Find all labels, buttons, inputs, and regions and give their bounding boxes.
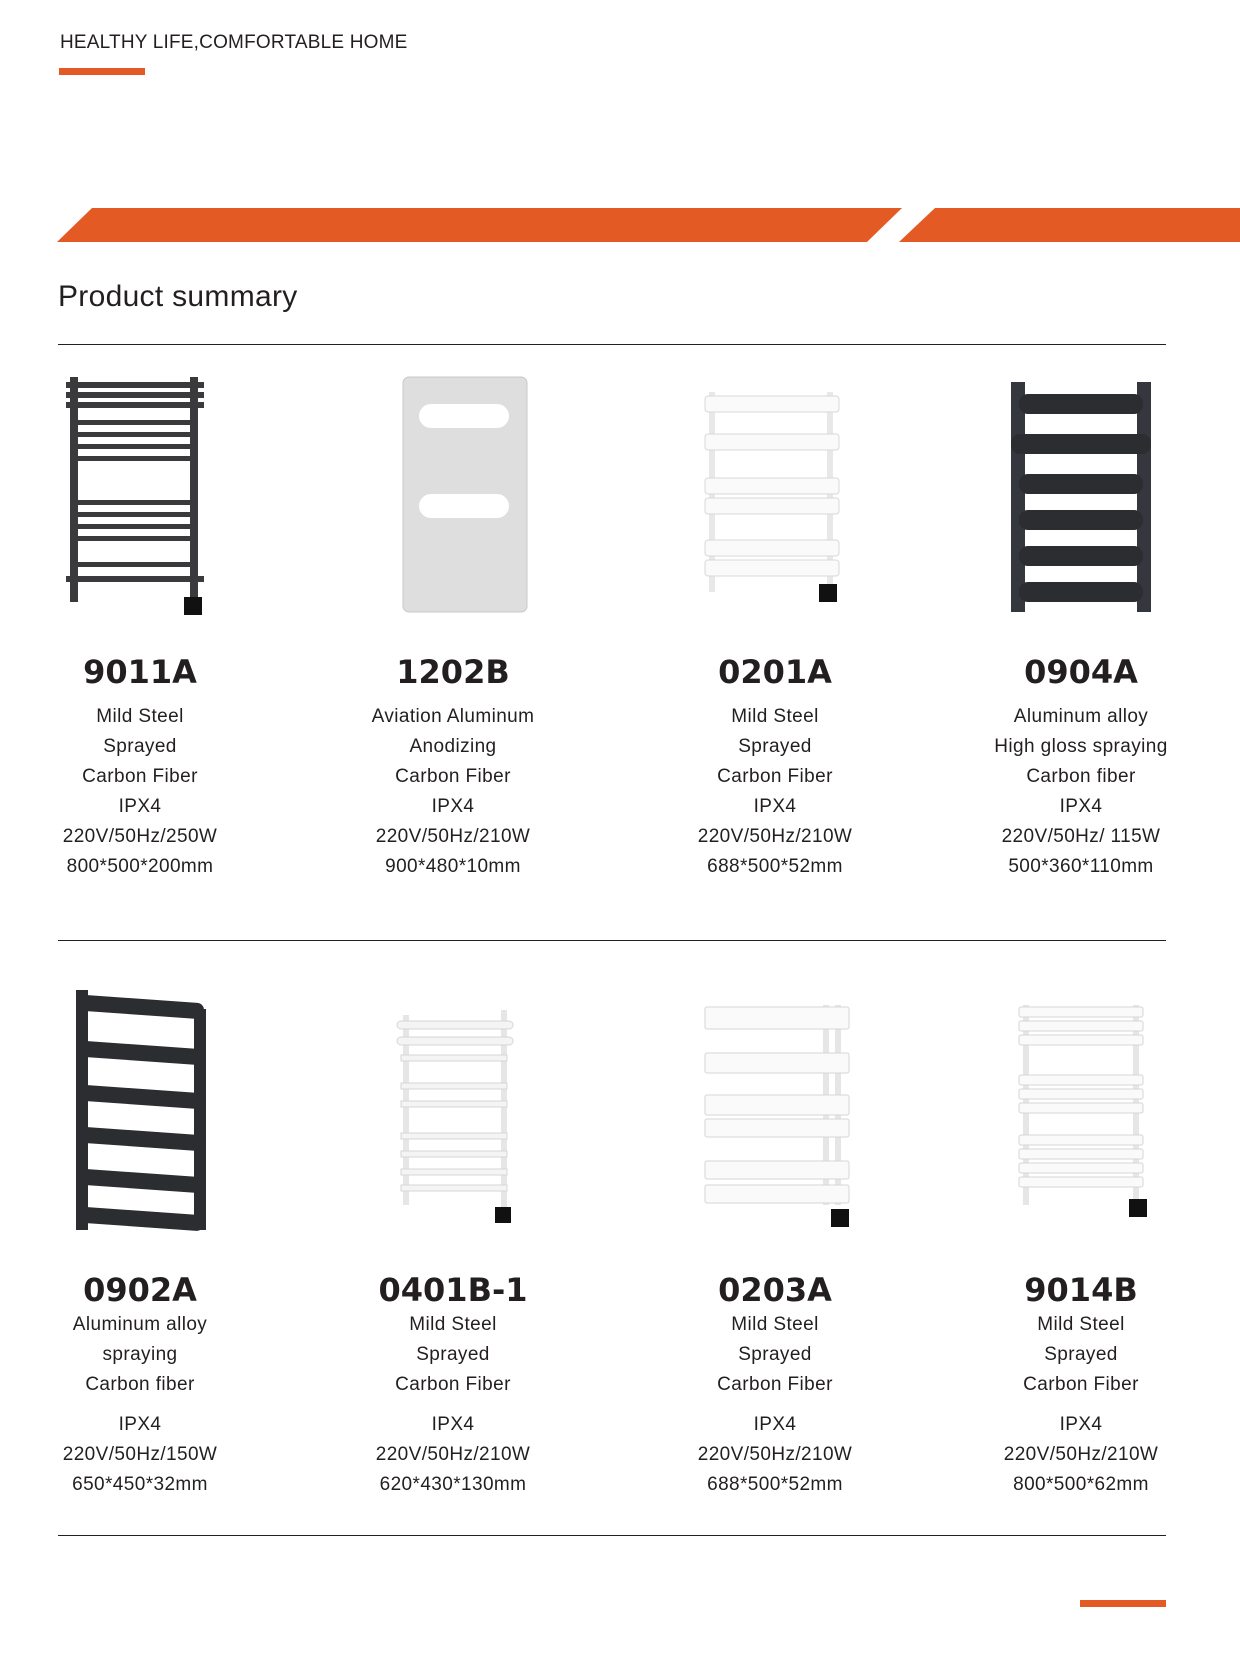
footer-accent-bar xyxy=(1080,1600,1166,1607)
product-code: 9014B xyxy=(1024,1271,1138,1309)
product-finish: Sprayed xyxy=(103,736,177,757)
product-heating: Carbon Fiber xyxy=(717,766,833,787)
product-finish: Anodizing xyxy=(409,736,497,757)
product-code: 0904A xyxy=(1024,653,1138,691)
product-card xyxy=(941,985,1221,1235)
product-size: 688*500*52mm xyxy=(707,1474,843,1495)
product-power: 220V/50Hz/250W xyxy=(62,826,218,847)
towel-rail-9014b-image xyxy=(1001,985,1161,1235)
divider-bottom xyxy=(58,1535,1166,1536)
divider-top xyxy=(58,344,1166,345)
product-code: 0401B-1 xyxy=(378,1271,528,1309)
product-card xyxy=(635,985,915,1235)
product-rating: IPX4 xyxy=(753,796,797,817)
product-power: 220V/50Hz/210W xyxy=(375,1444,531,1465)
product-rating: IPX4 xyxy=(118,796,162,817)
product-finish: Sprayed xyxy=(738,1344,812,1365)
product-power: 220V/50Hz/210W xyxy=(697,826,853,847)
product-heating: Carbon fiber xyxy=(1026,766,1136,787)
product-material: Mild Steel xyxy=(409,1314,497,1335)
product-material: Aviation Aluminum xyxy=(371,706,535,727)
product-power: 220V/50Hz/210W xyxy=(375,826,531,847)
header-tagline: HEALTHY LIFE,COMFORTABLE HOME xyxy=(60,32,408,53)
product-material: Mild Steel xyxy=(1037,1314,1125,1335)
product-rating: IPX4 xyxy=(431,1414,475,1435)
product-rating: IPX4 xyxy=(1059,1414,1103,1435)
product-card xyxy=(0,985,280,1235)
product-0904a-specs xyxy=(941,652,1221,882)
product-code: 9011A xyxy=(83,653,197,691)
product-9014b-specs xyxy=(941,1270,1221,1500)
towel-rail-0203a-image xyxy=(695,985,855,1235)
towel-rail-0401b-1-image xyxy=(373,985,533,1235)
product-finish: Sprayed xyxy=(416,1344,490,1365)
product-finish: Sprayed xyxy=(738,736,812,757)
product-finish: High gloss spraying xyxy=(994,736,1168,757)
product-rating: IPX4 xyxy=(118,1414,162,1435)
header-accent-bar xyxy=(59,68,145,75)
product-card xyxy=(313,372,593,622)
product-0203a-specs xyxy=(635,1270,915,1500)
product-material: Aluminum alloy xyxy=(72,1314,208,1335)
product-size: 800*500*200mm xyxy=(66,856,214,877)
towel-rail-0904a-image xyxy=(1001,372,1161,622)
product-heating: Carbon Fiber xyxy=(717,1374,833,1395)
section-title: Product summary xyxy=(58,280,298,313)
product-code: 1202B xyxy=(396,653,510,691)
product-material: Aluminum alloy xyxy=(1013,706,1149,727)
product-power: 220V/50Hz/210W xyxy=(1003,1444,1159,1465)
product-0902a-specs xyxy=(0,1270,280,1500)
product-power: 220V/50Hz/210W xyxy=(697,1444,853,1465)
towel-rail-9011a-image xyxy=(60,372,220,622)
product-heating: Carbon fiber xyxy=(85,1374,195,1395)
product-size: 620*430*130mm xyxy=(379,1474,527,1495)
product-9011a-specs xyxy=(0,652,280,882)
product-code: 0203A xyxy=(718,1271,832,1309)
product-code: 0902A xyxy=(83,1271,197,1309)
product-power: 220V/50Hz/150W xyxy=(62,1444,218,1465)
product-heating: Carbon Fiber xyxy=(1023,1374,1139,1395)
product-size: 900*480*10mm xyxy=(385,856,521,877)
towel-rail-0201a-image xyxy=(695,372,855,622)
product-code: 0201A xyxy=(718,653,832,691)
orange-banner xyxy=(0,208,1240,244)
product-power: 220V/50Hz/ 115W xyxy=(1001,826,1161,847)
product-card xyxy=(635,372,915,622)
divider-middle xyxy=(58,940,1166,941)
product-0201a-specs xyxy=(635,652,915,882)
product-card xyxy=(941,372,1221,622)
product-rating: IPX4 xyxy=(1059,796,1103,817)
product-finish: Sprayed xyxy=(1044,1344,1118,1365)
product-rating: IPX4 xyxy=(753,1414,797,1435)
product-size: 650*450*32mm xyxy=(72,1474,208,1495)
product-finish: spraying xyxy=(102,1344,178,1365)
product-heating: Carbon Fiber xyxy=(395,1374,511,1395)
product-material: Mild Steel xyxy=(96,706,184,727)
product-rating: IPX4 xyxy=(431,796,475,817)
product-size: 800*500*62mm xyxy=(1013,1474,1149,1495)
towel-rail-0902a-image xyxy=(60,985,220,1235)
product-size: 688*500*52mm xyxy=(707,856,843,877)
product-material: Mild Steel xyxy=(731,706,819,727)
product-heating: Carbon Fiber xyxy=(82,766,198,787)
product-1202b-specs xyxy=(313,652,593,882)
product-0401b-1-specs xyxy=(313,1270,593,1500)
product-material: Mild Steel xyxy=(731,1314,819,1335)
product-card xyxy=(0,372,280,622)
product-card xyxy=(313,985,593,1235)
panel-radiator-1202b-image xyxy=(373,372,533,622)
product-size: 500*360*110mm xyxy=(1008,856,1154,877)
product-heating: Carbon Fiber xyxy=(395,766,511,787)
